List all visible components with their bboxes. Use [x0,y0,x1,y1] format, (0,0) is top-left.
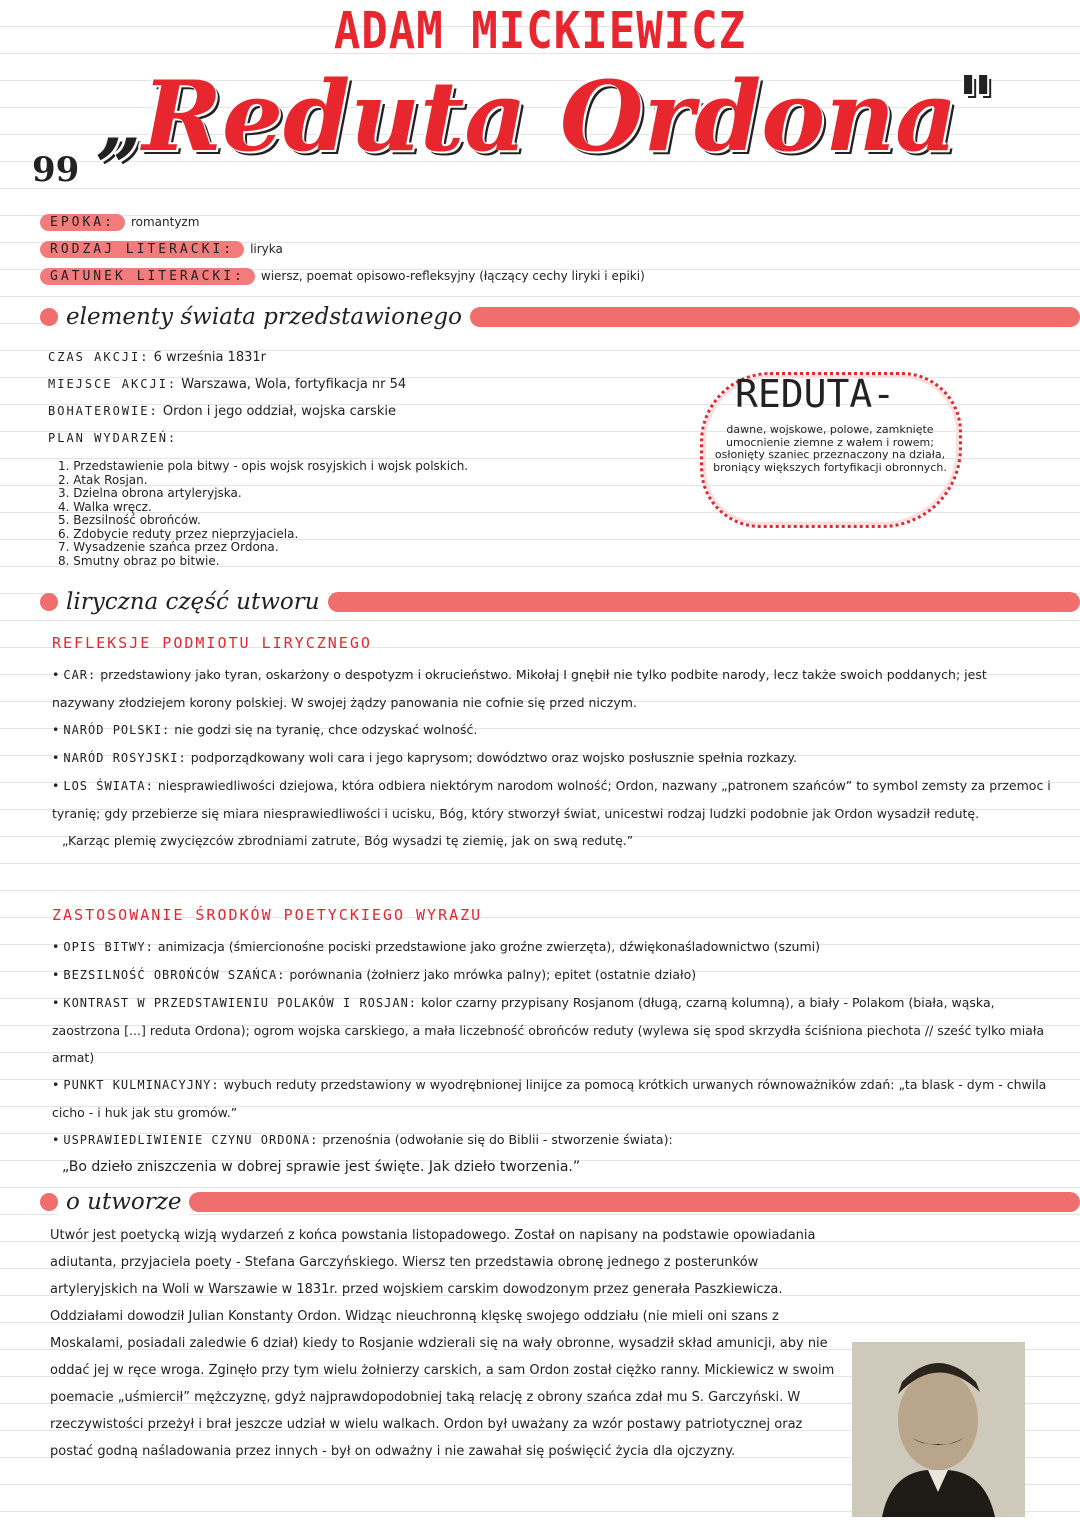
title-text: Reduta Ordona [142,60,958,173]
meta-kind-value: liryka [250,242,283,256]
reflection-key: NARÓD ROSYJSKI: [63,751,187,765]
section-bar-line [328,592,1080,612]
device-text: kolor czarny przypisany Rosjanom (długą, czarną kolumną), a biały - Polakom (biała, wąska, zaostrzona [...] reduta Ordona); ogrom wojska carskiego, a mała liczebność obrońców reduty (wylewa się spod skrzydła ściśniona piechota // sześć tylko miała armat) [52,995,1045,1065]
plan-item: 6. Zdobycie reduty przez nieprzyjaciela. [58,526,299,541]
fact-place [48,371,406,398]
facts-block [48,344,406,452]
reflection-key: CAR: [63,668,97,682]
fact-time-value: 6 września 1831r [153,350,266,365]
device-item: • BEZSILNOŚĆ OBROŃCÓW SZAŃCA: porównania (żołnierz jako mrówka palny); epitet (ostatnie działo) [52,967,697,982]
section-dot [40,1193,58,1211]
device-text: animizacja (śmiercionośne pociski przedstawione jako groźne zwierzęta), dźwiękonaśladownictwo (szumi) [157,939,821,954]
title-close-quote: " [957,60,994,143]
device-key: KONTRAST W PRZEDSTAWIENIU POLAKÓW I ROSJAN: [63,996,418,1010]
title-open-quote: „ [96,75,143,169]
section-bar-line [470,307,1080,327]
reflections-list [52,661,1052,854]
plan-item: 4. Walka wręcz. [58,499,152,514]
fact-heroes [48,398,406,425]
fact-plan-label: PLAN WYDARZEŃ: [48,431,178,445]
meta-kind-label: RODZAJ LITERACKI: [40,241,244,258]
meta-epoch-label: EPOKA: [40,214,125,231]
reflection-text: nie godzi się na tyranię, chce odzyskać wolność. [174,722,478,737]
reflection-text: przedstawiony jako tyran, oskarżony o despotyzm i okrucieństwo. Mikołaj I gnębił nie tylko podbite narody, lecz także swoich poddanych; jest nazywany złodziejem korony polskiej. W swojej żądzy panowania nie cofnie się przed niczym. [52,667,987,710]
device-item: • KONTRAST W PRZEDSTAWIENIU POLAKÓW I ROSJAN: kolor czarny przypisany Rosjanom (długą, czarną kolumną), a biały - Polakom (biała, wąska, zaostrzona [...] reduta Ordona); ogrom wojska carskiego, a mała liczebność obrońców reduty (wylewa się spod skrzydła ściśniona piechota // sześć tylko miała armat) [52,995,1045,1065]
author-name: ADAM MICKIEWICZ [333,2,747,61]
plan-item: 2. Atak Rosjan. [58,472,148,487]
fact-place-value: Warszawa, Wola, fortyfikacja nr 54 [181,377,407,392]
fact-heroes-value: Ordon i jego oddział, wojska carskie [162,404,397,419]
meta-epoch [40,211,199,233]
section-about [40,1190,1080,1214]
fact-time [48,344,406,371]
fact-time-label: CZAS AKCJI: [48,350,150,364]
device-text: wybuch reduty przedstawiony w wyodrębnionej linijce za pomocą krótkich urwanych równoważników zdań: „ta blask - dym - chwila cicho - i huk jak stu gromów.” [52,1077,1047,1120]
devices-heading: ZASTOSOWANIE ŚRODKÓW POETYCKIEGO WYRAZU [52,906,483,924]
fact-heroes-label: BOHATEROWIE: [48,404,159,418]
device-item: • PUNKT KULMINACYJNY: wybuch reduty przedstawiony w wyodrębnionej linijce za pomocą krótkich urwanych równoważników zdań: „ta blask - dym - chwila cicho - i huk jak stu gromów.” [52,1077,1047,1120]
device-key: USPRAWIEDLIWIENIE CZYNU ORDONA: [63,1133,319,1147]
device-key: PUNKT KULMINACYJNY: [63,1078,220,1092]
section-lyrical-heading: liryczna część utworu [58,589,328,615]
reflection-key: LOS ŚWIATA: [63,779,154,793]
reduta-title: REDUTA- [735,372,896,416]
device-quote: „Bo dzieło zniszczenia w dobrej sprawie jest święte. Jak dzieło tworzenia.” [62,1159,581,1175]
reflections-heading: REFLEKSJE PODMIOTU LIRYCZNEGO [52,634,372,652]
reflection-item: • NARÓD ROSYJSKI: podporządkowany woli cara i jego kaprysom; dowództwo oraz wojsko posłusznie spełnia rozkazy. [52,750,797,765]
ordon-portrait [852,1342,1025,1517]
plan-list [58,460,468,568]
device-text: przenośnia (odwołanie się do Biblii - stworzenie świata): [322,1132,673,1147]
fact-place-label: MIEJSCE AKCJI: [48,377,178,391]
plan-item: 5. Bezsilność obrońców. [58,513,201,527]
plan-item: 7. Wysadzenie szańca przez Ordona. [58,540,279,554]
plan-item: 8. Smutny obraz po bitwie. [58,553,220,568]
device-item: • USPRAWIEDLIWIENIE CZYNU ORDONA: przenośnia (odwołanie się do Biblii - stworzenie świata): [52,1132,673,1147]
about-text-block [50,1222,1025,1517]
reflection-text: podporządkowany woli cara i jego kaprysom; dowództwo oraz wojsko posłusznie spełnia rozkazy. [190,750,797,765]
device-key: BEZSILNOŚĆ OBROŃCÓW SZAŃCA: [63,968,286,982]
meta-epoch-value: romantyzm [130,215,200,229]
devices-list [52,933,1052,1181]
reflection-quote: „Karząc plemię zwycięzców zbrodniami zatrute, Bóg wysadzi tę ziemię, jak on swą redutę.” [62,833,634,848]
reflection-key: NARÓD POLSKI: [63,723,171,737]
meta-kind [40,238,283,260]
reflection-item: • NARÓD POLSKI: nie godzi się na tyranię, chce odzyskać wolność. [52,722,478,737]
section-lyrical [40,590,1080,614]
reflection-text: niesprawiedliwości dziejowa, która odbiera niektórym narodom wolność; Ordon, nazwany „patronem szańców” to symbol zemsty za przemoc i tyranię; gdy przebierze się miara niesprawiedliwości i ucisku, Bóg, który stworzył świat, unicestwi rodzaj ludzki podobnie jak Ordon wysadził redutę. [52,778,1051,821]
reflection-item: • LOS ŚWIATA: niesprawiedliwości dziejowa, która odbiera niektórym narodom wolność; Ordon, nazwany „patronem szańców” to symbol zemsty za przemoc i tyranię; gdy przebierze się miara niesprawiedliwości i ucisku, Bóg, który stworzył świat, unicestwi rodzaj ludzki podobnie jak Ordon wysadził redutę. [52,778,1051,821]
portrait-image [852,1342,1025,1517]
meta-genre-value: wiersz, poemat opisowo-refleksyjny (łączący cechy liryki i epiki) [260,269,645,283]
section-bar-line [189,1192,1080,1212]
plan-item: 3. Dzielna obrona artyleryjska. [58,486,242,500]
section-about-heading: o utworze [58,1189,189,1215]
section-dot [40,593,58,611]
section-dot [40,308,58,326]
plan-item: 1. Przedstawienie pola bitwy - opis wojsk rosyjskich i wojsk polskich. [58,459,469,473]
device-text: porównania (żołnierz jako mrówka palny); epitet (ostatnie działo) [289,967,697,982]
meta-genre-label: GATUNEK LITERACKI: [40,268,255,285]
reflection-item: • CAR: przedstawiony jako tyran, oskarżony o despotyzm i okrucieństwo. Mikołaj I gnębił nie tylko podbite narody, lecz także swoich poddanych; jest nazywany złodziejem korony polskiej. W swojej żądzy panowania nie cofnie się przed niczym. [52,667,987,710]
fact-plan [48,425,406,452]
deco-quote-mark: 99 [32,150,80,190]
page-title [70,60,1020,173]
reduta-definition: dawne, wojskowe, polowe, zamknięte umocnienie ziemne z wałem i rowem; osłonięty szaniec przeznaczony na działa, broniący większych fortyfikacji obronnych. [713,423,947,474]
device-item: • OPIS BITWY: animizacja (śmiercionośne pociski przedstawione jako groźne zwierzęta), dźwiękonaśladownictwo (szumi) [52,939,821,954]
meta-genre [40,265,645,287]
section-elements-heading: elementy świata przedstawionego [58,304,470,330]
section-elements [40,305,1080,329]
about-text: Utwór jest poetycką wizją wydarzeń z końca powstania listopadowego. Został on napisany na podstawie opowiadania adiutanta, przyjaciela poety - Stefana Garczyńskiego. Wiersz ten przedstawia obronę jednego z posterunków artyleryjskich na Woli w Warszawie w 1831r. przed wojskiem carskim dowodzonym przez generała Paszkiewicza. Oddziałami dowodził Julian Konstanty Ordon. Widząc nieuchronną klęskę swojego oddziału (nie mieli oni szans z Moskalami, posiadali zaledwie 6 dział) kiedy to Rosjanie wdzierali się na wały obronne, wysadził skład amunicji, aby nie oddać jej w ręce wroga. Zginęło przy tym wielu żołnierzy carskich, a sam Ordon został ciężko ranny. Mickiewicz w swoim poemacie „uśmiercił” mężczyznę, gdyż najprawdopodobniej taką relację z obrony szańca zdał mu S. Garczyński. W rzeczywistości przeżył i brał jeszcze udział w wielu walkach. Ordon był uważany za wzór postawy patriotycznej oraz postać godną naśladowania przez innych - był on odważny i nie zawahał się poświęcić życia dla ojczyzny. [50,1228,835,1459]
device-key: OPIS BITWY: [63,940,154,954]
